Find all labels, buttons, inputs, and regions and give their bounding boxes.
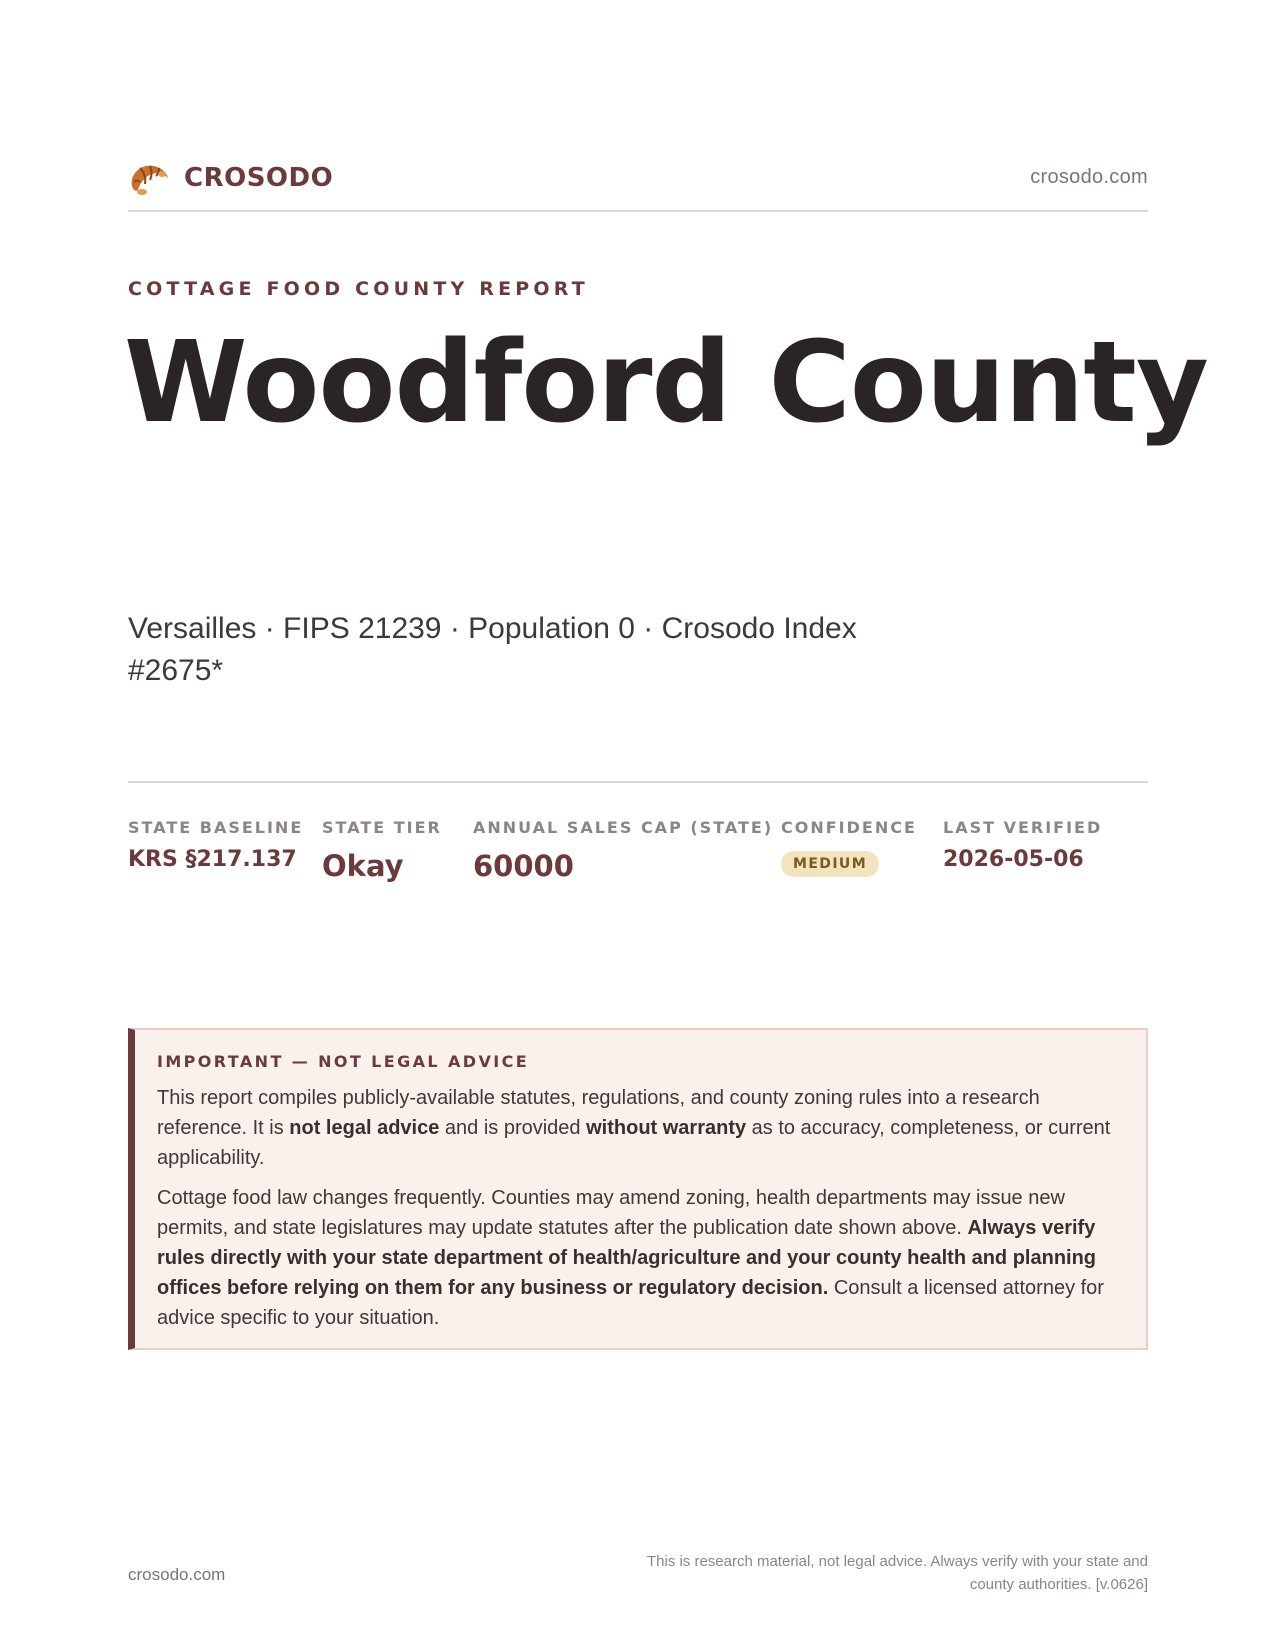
metric-value: 2026-05-06 [943, 847, 1084, 872]
brand-name: CROSODO [184, 163, 334, 193]
notice-heading: IMPORTANT — NOT LEGAL ADVICE [157, 1052, 530, 1071]
metric-sales-cap [473, 818, 773, 883]
report-subtitle: Versailles · FIPS 21239 · Population 0 · Crosodo Index #2675* [128, 612, 857, 687]
page-title: Woodford County [124, 318, 1208, 448]
footer-disclaimer: This is research material, not legal advice. Always verify with your state and county authorities. [v.0626] [646, 1553, 1148, 1593]
metric-value: KRS §217.137 [128, 847, 297, 872]
notice-text: and is provided [439, 1117, 587, 1139]
metric-label: ANNUAL SALES CAP (STATE) [473, 818, 774, 837]
notice-text: This report compiles publicly-available statutes, regulations, and county zoning rules into a research reference. It is [157, 1087, 1040, 1139]
metric-state-tier [322, 818, 442, 883]
footer-url[interactable]: crosodo.com [128, 1565, 226, 1584]
metric-label: CONFIDENCE [781, 818, 917, 837]
report-eyebrow: COTTAGE FOOD COUNTY REPORT [128, 278, 589, 300]
divider [128, 781, 1148, 783]
metric-value: 60000 [473, 849, 574, 883]
notice-text: as to accuracy, completeness, or current applicability. [157, 1117, 1111, 1169]
page-header [128, 158, 1148, 212]
metric-label: STATE BASELINE [128, 818, 304, 837]
metric-label: LAST VERIFIED [943, 818, 1103, 837]
notice-paragraph [157, 1083, 1122, 1173]
metric-value: Okay [322, 849, 404, 883]
croissant-icon [128, 158, 170, 198]
notice-text: Consult a licensed attorney for advice specific to your situation. [157, 1277, 1104, 1329]
site-url[interactable]: crosodo.com [1030, 166, 1148, 188]
notice-text: Cottage food law changes frequently. Counties may amend zoning, health departments may issue new permits, and state legislatures may update statutes after the publication date shown above. [157, 1187, 1065, 1239]
notice-emphasis: without warranty [586, 1117, 747, 1139]
metric-label: STATE TIER [322, 818, 442, 837]
notice-paragraph [157, 1183, 1122, 1333]
notice-emphasis: Always verify rules directly with your state department of health/agriculture and your county health and planning offices before relying on them for any business or regulatory decision. [157, 1217, 1097, 1299]
metric-confidence [781, 818, 917, 877]
brand [128, 158, 333, 198]
legal-notice [128, 1028, 1148, 1350]
status-badge: MEDIUM [781, 851, 879, 877]
metric-state-baseline [128, 818, 303, 872]
metric-last-verified [943, 818, 1102, 872]
report-page [124, 0, 1208, 1650]
notice-emphasis: not legal advice [289, 1117, 440, 1139]
